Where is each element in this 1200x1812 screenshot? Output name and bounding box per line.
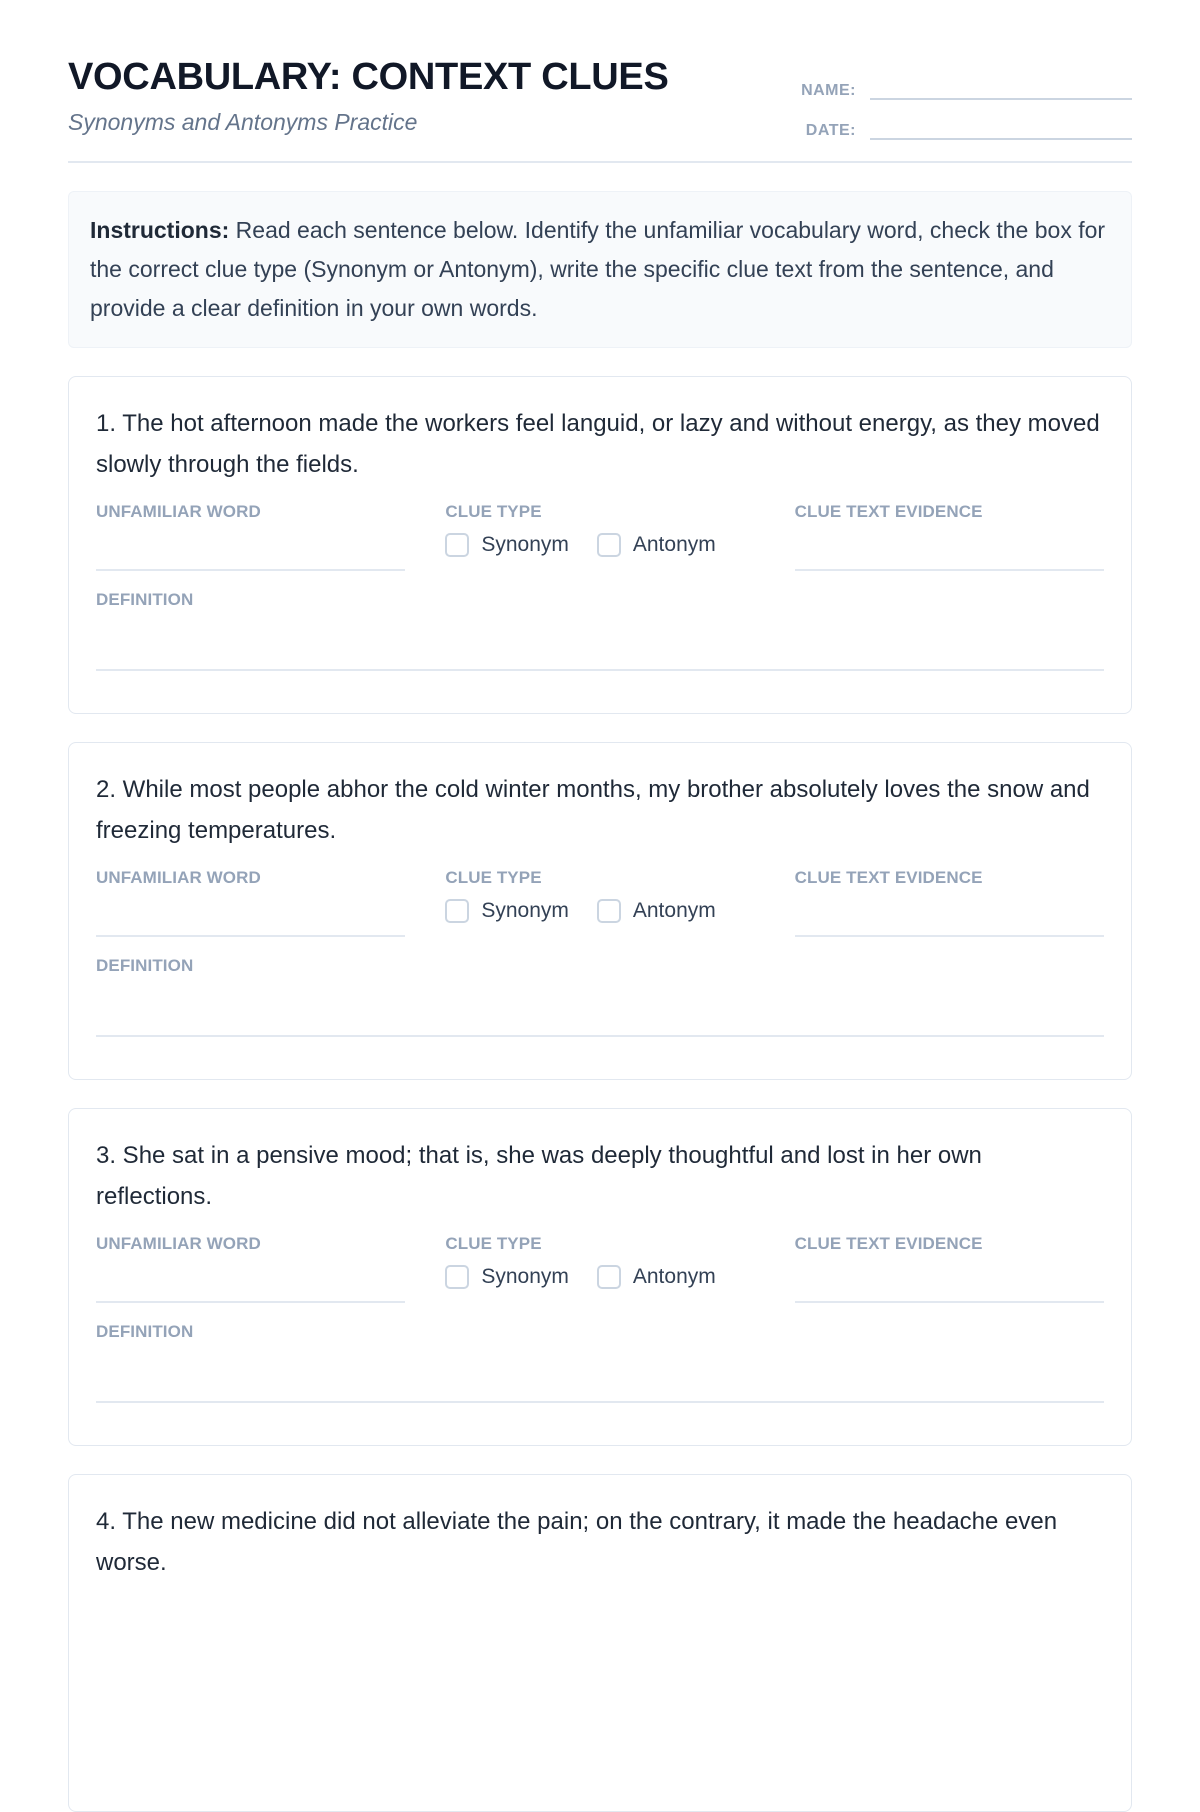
worksheet-header: [68, 0, 1132, 163]
synonym-checkbox[interactable]: [445, 899, 469, 923]
antonym-label: Antonym: [632, 899, 716, 922]
name-input-line[interactable]: [870, 76, 1132, 100]
synonym-label: Synonym: [481, 1265, 569, 1288]
instructions-box: [68, 191, 1132, 348]
synonym-checkbox[interactable]: [445, 533, 469, 557]
unfamiliar-word-label: UNFAMILIAR WORD: [96, 868, 261, 887]
page-subtitle: Synonyms and Antonyms Practice: [68, 109, 418, 135]
clue-type-label: CLUE TYPE: [445, 1234, 542, 1253]
definition-label: DEFINITION: [96, 956, 194, 975]
unfamiliar-word-line[interactable]: [96, 523, 405, 571]
clue-type-label: CLUE TYPE: [445, 502, 542, 521]
unfamiliar-word-line[interactable]: [96, 889, 405, 937]
date-label: DATE:: [805, 122, 856, 139]
clue-text-label: CLUE TEXT EVIDENCE: [794, 1234, 983, 1253]
antonym-checkbox[interactable]: [597, 899, 621, 923]
clue-text-line[interactable]: [795, 523, 1104, 571]
antonym-checkbox[interactable]: [597, 533, 621, 557]
definition-line[interactable]: [96, 977, 1104, 1037]
definition-label: DEFINITION: [96, 590, 194, 609]
synonym-checkbox[interactable]: [445, 1265, 469, 1289]
question-card-1: [68, 376, 1132, 714]
definition-line[interactable]: [96, 1343, 1104, 1403]
antonym-option[interactable]: [597, 899, 716, 923]
definition-label: DEFINITION: [96, 1322, 194, 1341]
antonym-option[interactable]: [597, 1265, 716, 1289]
instructions-text: Read each sentence below. Identify the unfamiliar vocabulary word, check the box for the correct clue type (Synonym or Antonym), write the specific clue text from the sentence, and provide a clear definition in your own words.: [90, 217, 1106, 321]
synonym-option[interactable]: [445, 1265, 569, 1289]
question-text: 1. The hot afternoon made the workers feel languid, or lazy and without energy, as they moved slowly through the fields.: [96, 410, 1100, 478]
clue-text-label: CLUE TEXT EVIDENCE: [794, 502, 983, 521]
question-card-4: [68, 1474, 1132, 1812]
clue-text-line[interactable]: [795, 889, 1104, 937]
antonym-checkbox[interactable]: [597, 1265, 621, 1289]
question-text: 3. She sat in a pensive mood; that is, she was deeply thoughtful and lost in her own reflections.: [96, 1142, 982, 1210]
question-text: 2. While most people abhor the cold winter months, my brother absolutely loves the snow and freezing temperatures.: [96, 776, 1090, 844]
synonym-label: Synonym: [481, 533, 569, 556]
page-title: VOCABULARY: CONTEXT CLUES: [68, 56, 669, 98]
unfamiliar-word-line[interactable]: [96, 1255, 405, 1303]
definition-line[interactable]: [96, 611, 1104, 671]
clue-text-label: CLUE TEXT EVIDENCE: [794, 868, 983, 887]
unfamiliar-word-label: UNFAMILIAR WORD: [96, 1234, 261, 1253]
question-card-2: [68, 742, 1132, 1080]
date-field: [770, 116, 1132, 140]
antonym-label: Antonym: [632, 533, 716, 556]
question-card-3: [68, 1108, 1132, 1446]
antonym-label: Antonym: [632, 1265, 716, 1288]
instructions-lead: Instructions:: [90, 217, 230, 243]
question-text: 4. The new medicine did not alleviate the pain; on the contrary, it made the headache even worse.: [96, 1508, 1058, 1576]
clue-type-label: CLUE TYPE: [445, 868, 542, 887]
unfamiliar-word-label: UNFAMILIAR WORD: [96, 502, 261, 521]
name-field: [770, 76, 1132, 100]
antonym-option[interactable]: [597, 533, 716, 557]
synonym-option[interactable]: [445, 533, 569, 557]
synonym-label: Synonym: [481, 899, 569, 922]
name-label: NAME:: [801, 82, 856, 99]
synonym-option[interactable]: [445, 899, 569, 923]
date-input-line[interactable]: [870, 116, 1132, 140]
clue-text-line[interactable]: [795, 1255, 1104, 1303]
